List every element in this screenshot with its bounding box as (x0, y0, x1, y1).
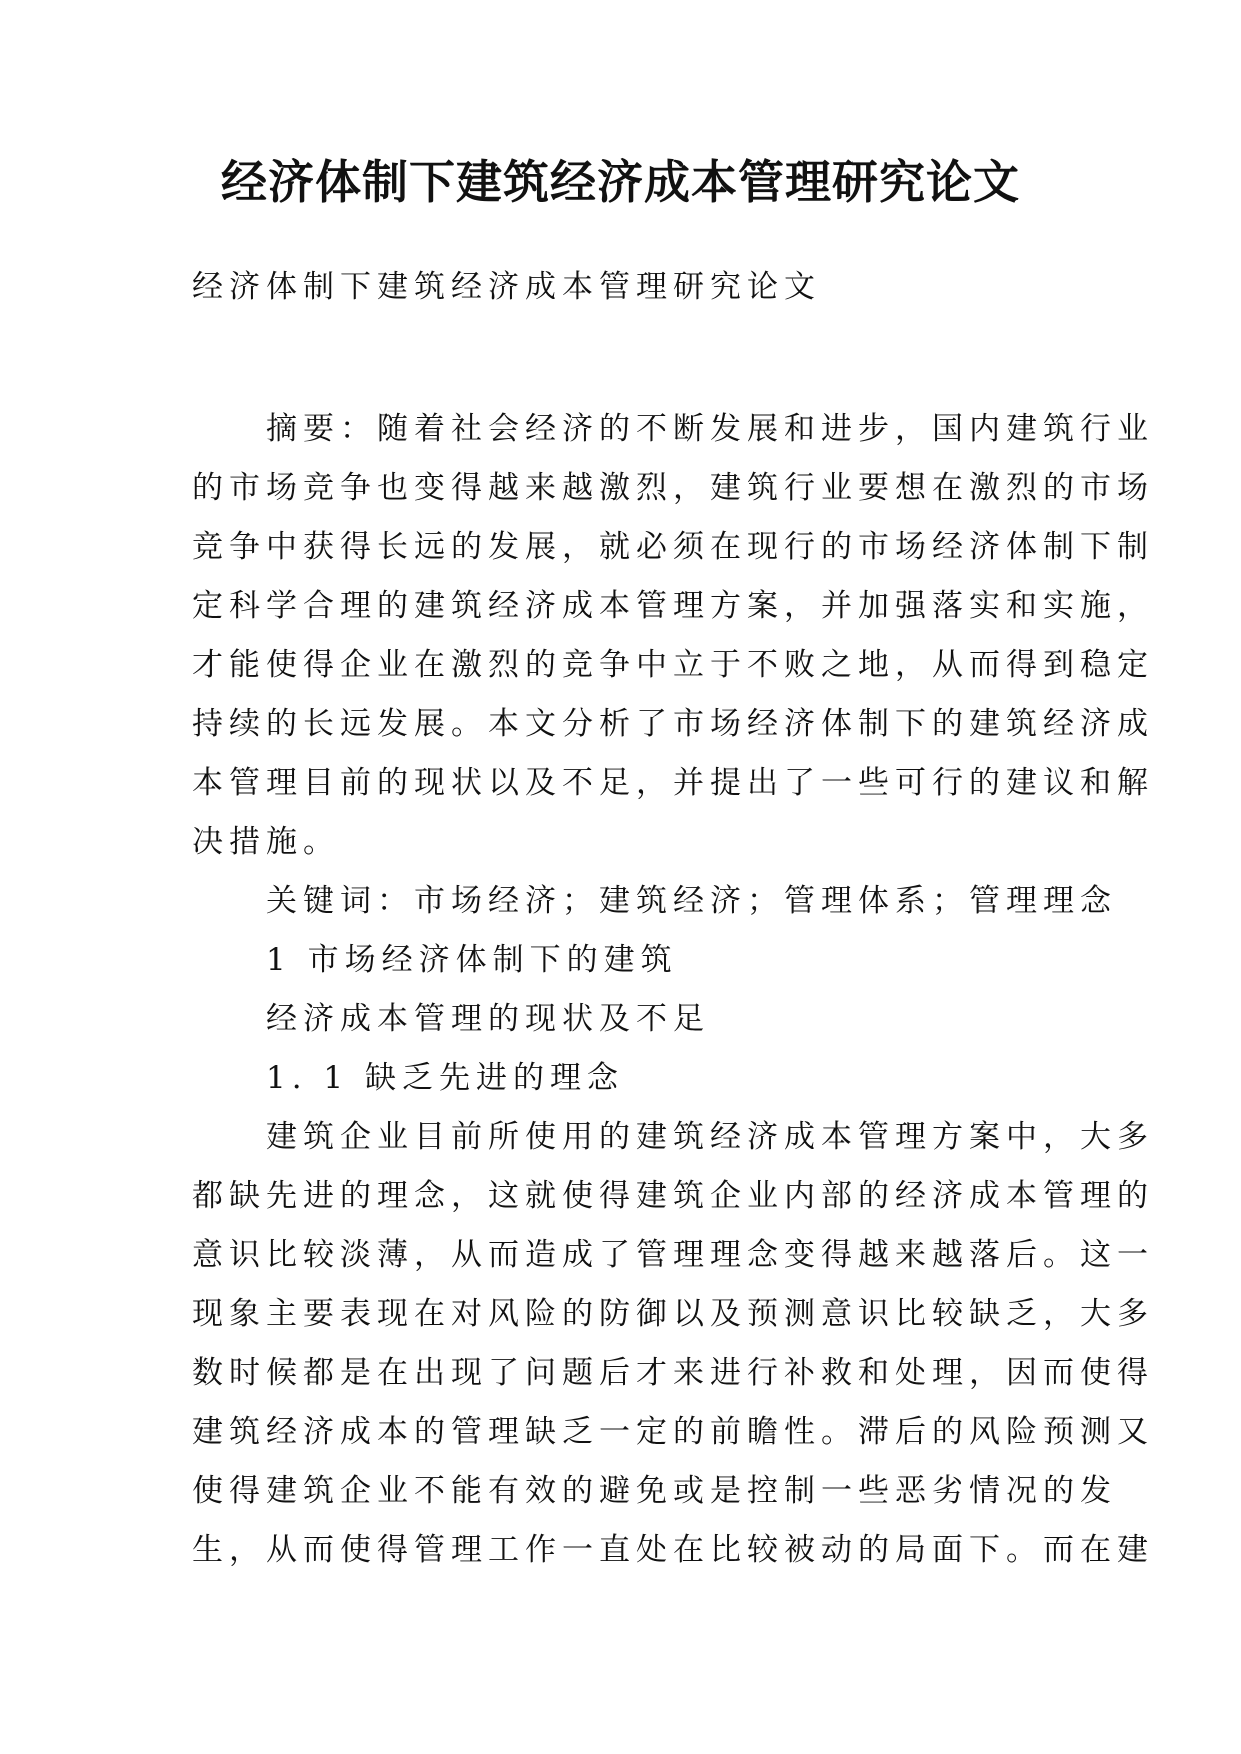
body-line: 生，从而使得管理工作一直处在比较被动的局面下。而在建 (192, 1532, 1154, 1568)
body-line: 才能使得企业在激烈的竞争中立于不败之地，从而得到稳定 (192, 647, 1154, 683)
body-line: 持续的长远发展。本文分析了市场经济体制下的建筑经济成 (192, 706, 1154, 742)
keywords-line: 关键词：市场经济；建筑经济；管理体系；管理理念 (192, 883, 1117, 919)
body-line: 现象主要表现在对风险的防御以及预测意识比较缺乏，大多 (192, 1296, 1154, 1332)
body-line: 定科学合理的建筑经济成本管理方案，并加强落实和实施， (192, 588, 1154, 624)
section-heading: 1 市场经济体制下的建筑 (192, 942, 678, 978)
body-line: 的市场竞争也变得越来越激烈，建筑行业要想在激烈的市场 (192, 470, 1154, 506)
body-line: 数时候都是在出现了问题后才来进行补救和处理，因而使得 (192, 1355, 1154, 1391)
body-line: 竞争中获得长远的发展，就必须在现行的市场经济体制下制 (192, 529, 1154, 565)
body-line: 决措施。 (192, 824, 340, 860)
document-body (192, 400, 1154, 1580)
document-title: 经济体制下建筑经济成本管理研究论文 (221, 155, 1020, 209)
document-subtitle: 经济体制下建筑经济成本管理研究论文 (192, 269, 821, 305)
body-line: 本管理目前的现状以及不足，并提出了一些可行的建议和解 (192, 765, 1154, 801)
body-line: 摘要：随着社会经济的不断发展和进步，国内建筑行业 (192, 411, 1154, 447)
body-line: 建筑经济成本的管理缺乏一定的前瞻性。滞后的风险预测又 (192, 1414, 1154, 1450)
body-line: 使得建筑企业不能有效的避免或是控制一些恶劣情况的发 (192, 1473, 1117, 1509)
section-heading: 经济成本管理的现状及不足 (192, 1001, 710, 1037)
body-line: 意识比较淡薄，从而造成了管理理念变得越来越落后。这一 (192, 1237, 1154, 1273)
subsection-heading: 1. 1 缺乏先进的理念 (192, 1060, 625, 1096)
body-line: 都缺先进的理念，这就使得建筑企业内部的经济成本管理的 (192, 1178, 1154, 1214)
body-line: 建筑企业目前所使用的建筑经济成本管理方案中，大多 (192, 1119, 1154, 1155)
